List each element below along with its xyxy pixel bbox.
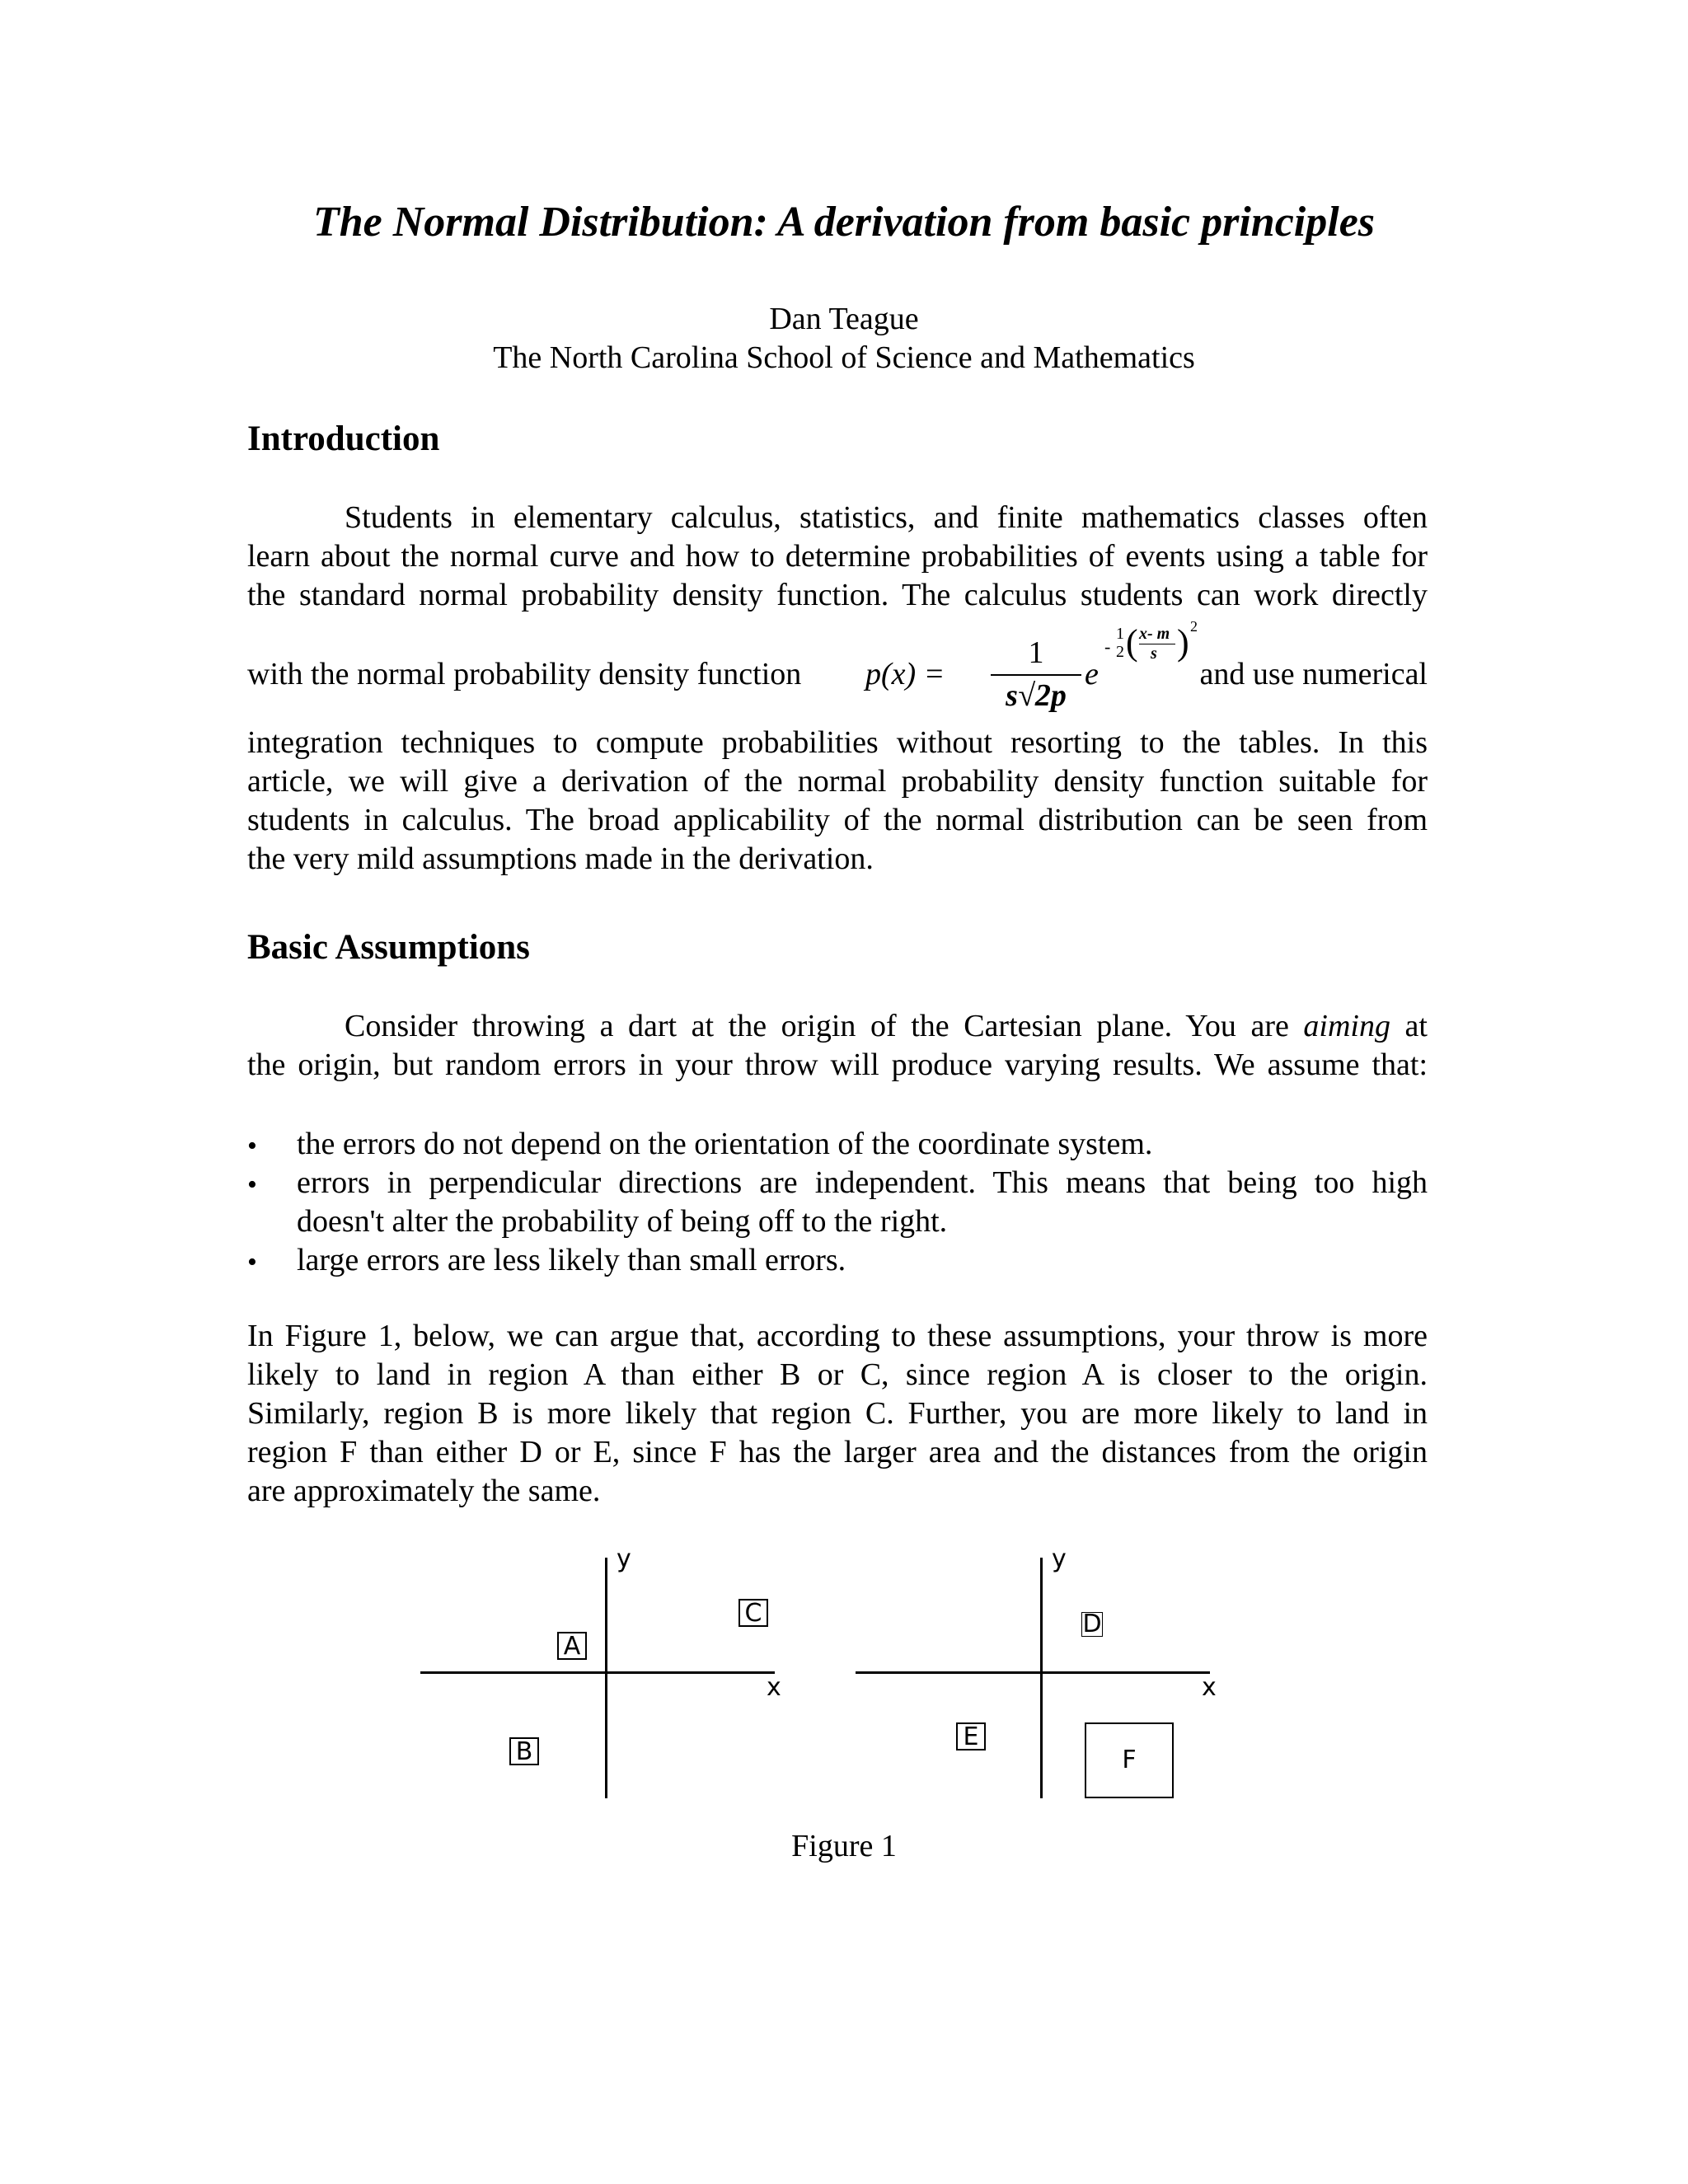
- region-b-box: B: [509, 1737, 539, 1765]
- bullet-marker: •: [247, 1131, 257, 1161]
- bullet-item: large errors are less likely than small errors.: [297, 1243, 846, 1277]
- y-axis-label: y: [1052, 1544, 1067, 1573]
- figure-left-plane: [420, 1544, 808, 1805]
- exp-paren-open: (: [1126, 622, 1138, 663]
- text-line: region F than either D or E, since F has the larger area and the distances from the origin: [247, 1435, 1428, 1469]
- text-line: the very mild assumptions made in the derivation.: [247, 841, 874, 876]
- assumptions-intro-paragraph: [247, 1007, 1428, 1085]
- text-line: the standard normal probability density function. The calculus students can work directly: [247, 578, 1428, 612]
- text-line: integration techniques to compute probabilities without resorting to the tables. In this: [247, 725, 1428, 760]
- emphasis-aiming: aiming: [1303, 1009, 1390, 1043]
- bullet-marker: •: [247, 1247, 257, 1277]
- figure-right-plane: [856, 1544, 1243, 1805]
- region-c-box: C: [738, 1599, 768, 1627]
- text-line: learn about the normal curve and how to determine probabilities of events using a table for: [247, 539, 1428, 574]
- assumptions-bullet-list: [297, 1125, 1428, 1280]
- author-name: Dan Teague: [769, 302, 919, 336]
- region-d-box: D: [1082, 1610, 1102, 1638]
- y-axis: [1040, 1558, 1043, 1798]
- bullet-item: errors in perpendicular directions are independent. This means that being too high: [297, 1165, 1428, 1200]
- exp-frac-den: 2: [1116, 643, 1124, 661]
- y-axis-label: y: [617, 1544, 631, 1573]
- formula-trail-text: and use numerical: [1199, 657, 1428, 691]
- introduction-paragraph-bottom: [247, 724, 1428, 879]
- region-a-box: A: [557, 1632, 587, 1660]
- exp-sign: -: [1104, 636, 1111, 657]
- exp-frac-num: 1: [1116, 625, 1124, 643]
- x-axis-label: x: [767, 1673, 781, 1702]
- text-line: Similarly, region B is more likely that region C. Further, you are more likely to land in: [247, 1396, 1428, 1431]
- formula-numerator: 1: [1028, 635, 1044, 670]
- region-e-box: E: [956, 1722, 986, 1750]
- bullet-marker: •: [247, 1169, 257, 1200]
- text-line: In Figure 1, below, we can argue that, according to these assumptions, your throw is more: [247, 1319, 1428, 1353]
- text-line: article, we will give a derivation of the normal probability density function suitable for: [247, 764, 1428, 799]
- bullet-item-continued: doesn't alter the probability of being off to the right.: [297, 1204, 948, 1239]
- text-line: Consider throwing a dart at the origin of the Cartesian plane. You are aiming at: [345, 1009, 1428, 1043]
- introduction-heading: Introduction: [247, 419, 440, 458]
- text-line: likely to land in region A than either B or C, since region A is closer to the origin.: [247, 1357, 1428, 1392]
- formula-denominator: s√2p: [1006, 678, 1067, 713]
- text-line: are approximately the same.: [247, 1474, 601, 1508]
- exp-inner-num: x- m: [1139, 625, 1170, 643]
- author-affiliation: The North Carolina School of Science and Mathematics: [493, 340, 1195, 375]
- formula-lead-text: with the normal probability density function: [247, 657, 802, 691]
- introduction-paragraph-top: [247, 499, 1428, 615]
- x-axis-label: x: [1202, 1673, 1217, 1702]
- assumptions-heading: Basic Assumptions: [247, 928, 530, 967]
- exp-power: 2: [1190, 618, 1198, 635]
- figure-explanation-paragraph: [247, 1317, 1428, 1511]
- x-axis: [420, 1671, 775, 1674]
- formula-lhs: p(x) =: [865, 657, 945, 691]
- formula-base: e: [1085, 657, 1099, 691]
- exp-paren-close: ): [1177, 622, 1189, 663]
- x-axis: [856, 1671, 1210, 1674]
- paper-title: The Normal Distribution: A derivation from basic principles: [312, 199, 1376, 246]
- normal-pdf-formula: [865, 618, 1198, 724]
- figure-caption: Figure 1: [791, 1829, 897, 1863]
- text-line: the origin, but random errors in your throw will produce varying results. We assume that:: [247, 1047, 1428, 1082]
- bullet-item: the errors do not depend on the orientation of the coordinate system.: [297, 1127, 1153, 1161]
- y-axis: [605, 1558, 607, 1798]
- text-line: students in calculus. The broad applicability of the normal distribution can be seen from: [247, 803, 1428, 837]
- fraction-bar: [991, 674, 1081, 676]
- region-f-box: F: [1085, 1722, 1174, 1798]
- text-line: Students in elementary calculus, statistics, and finite mathematics classes often: [345, 500, 1428, 535]
- exp-inner-den: s: [1151, 644, 1157, 663]
